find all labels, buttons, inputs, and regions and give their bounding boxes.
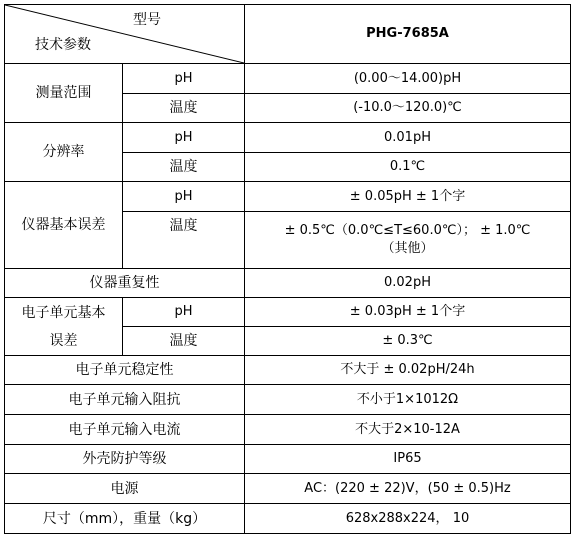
table-row (5, 64, 571, 94)
instrument-error-temp-value (245, 212, 571, 269)
table-row (5, 123, 571, 153)
impedance-label: 电子单元输入阻抗 (5, 385, 245, 415)
table-row (5, 504, 571, 534)
resolution-temp-label: 温度 (123, 153, 245, 182)
table-row (5, 445, 571, 474)
protection-value: IP65 (245, 445, 571, 474)
resolution-ph-value: 0.01pH (245, 123, 571, 153)
header-diagonal-cell (5, 5, 245, 64)
table-row (5, 415, 571, 445)
stability-value: 不大于 ± 0.02pH/24h (245, 356, 571, 385)
range-ph-label: pH (123, 64, 245, 94)
table-row (5, 356, 571, 385)
table-row (5, 474, 571, 504)
range-label: 测量范围 (5, 64, 123, 123)
resolution-temp-value: 0.1℃ (245, 153, 571, 182)
diagonal-line (5, 5, 244, 63)
electronic-error-label-line2: 误差 (49, 332, 78, 349)
electronic-error-ph-value: ± 0.03pH ± 1个字 (245, 298, 571, 327)
table-row (5, 269, 571, 298)
impedance-value: 不小于1×1012Ω (245, 385, 571, 415)
stability-label: 电子单元稳定性 (5, 356, 245, 385)
instrument-error-temp-line1: ± 0.5℃（0.0℃≤T≤60.0℃）； ± 1.0℃ (284, 223, 531, 238)
electronic-error-temp-label: 温度 (123, 327, 245, 356)
electronic-error-temp-value: ± 0.3℃ (245, 327, 571, 356)
instrument-error-temp-line2: （其他） (381, 241, 434, 256)
size-value: 628x288x224， 10 (245, 504, 571, 534)
power-value: AC：(220 ± 22)V，(50 ± 0.5)Hz (245, 474, 571, 504)
resolution-label: 分辨率 (5, 123, 123, 182)
electronic-error-label-line1: 电子单元基本 (21, 304, 106, 321)
model-name: PHG-7685A (245, 5, 571, 64)
repeatability-label: 仪器重复性 (5, 269, 245, 298)
repeatability-value: 0.02pH (245, 269, 571, 298)
spec-table (4, 4, 571, 534)
instrument-error-ph-value: ± 0.05pH ± 1个字 (245, 182, 571, 212)
electronic-error-ph-label: pH (123, 298, 245, 327)
header-row (5, 5, 571, 64)
table-row (5, 298, 571, 327)
size-label: 尺寸（mm），重量（kg） (5, 504, 245, 534)
protection-label: 外壳防护等级 (5, 445, 245, 474)
current-label: 电子单元输入电流 (5, 415, 245, 445)
instrument-error-label: 仪器基本误差 (5, 182, 123, 269)
range-temp-label: 温度 (123, 94, 245, 123)
param-label: 技术参数 (35, 37, 91, 53)
current-value: 不大于2×10-12A (245, 415, 571, 445)
table-row (5, 182, 571, 212)
range-temp-value: (-10.0～120.0)℃ (245, 94, 571, 123)
instrument-error-ph-label: pH (123, 182, 245, 212)
table-row (5, 385, 571, 415)
instrument-error-temp-label: 温度 (123, 212, 245, 269)
power-label: 电源 (5, 474, 245, 504)
resolution-ph-label: pH (123, 123, 245, 153)
type-label: 型号 (133, 12, 161, 28)
range-ph-value: (0.00～14.00)pH (245, 64, 571, 94)
electronic-error-label (5, 298, 123, 356)
